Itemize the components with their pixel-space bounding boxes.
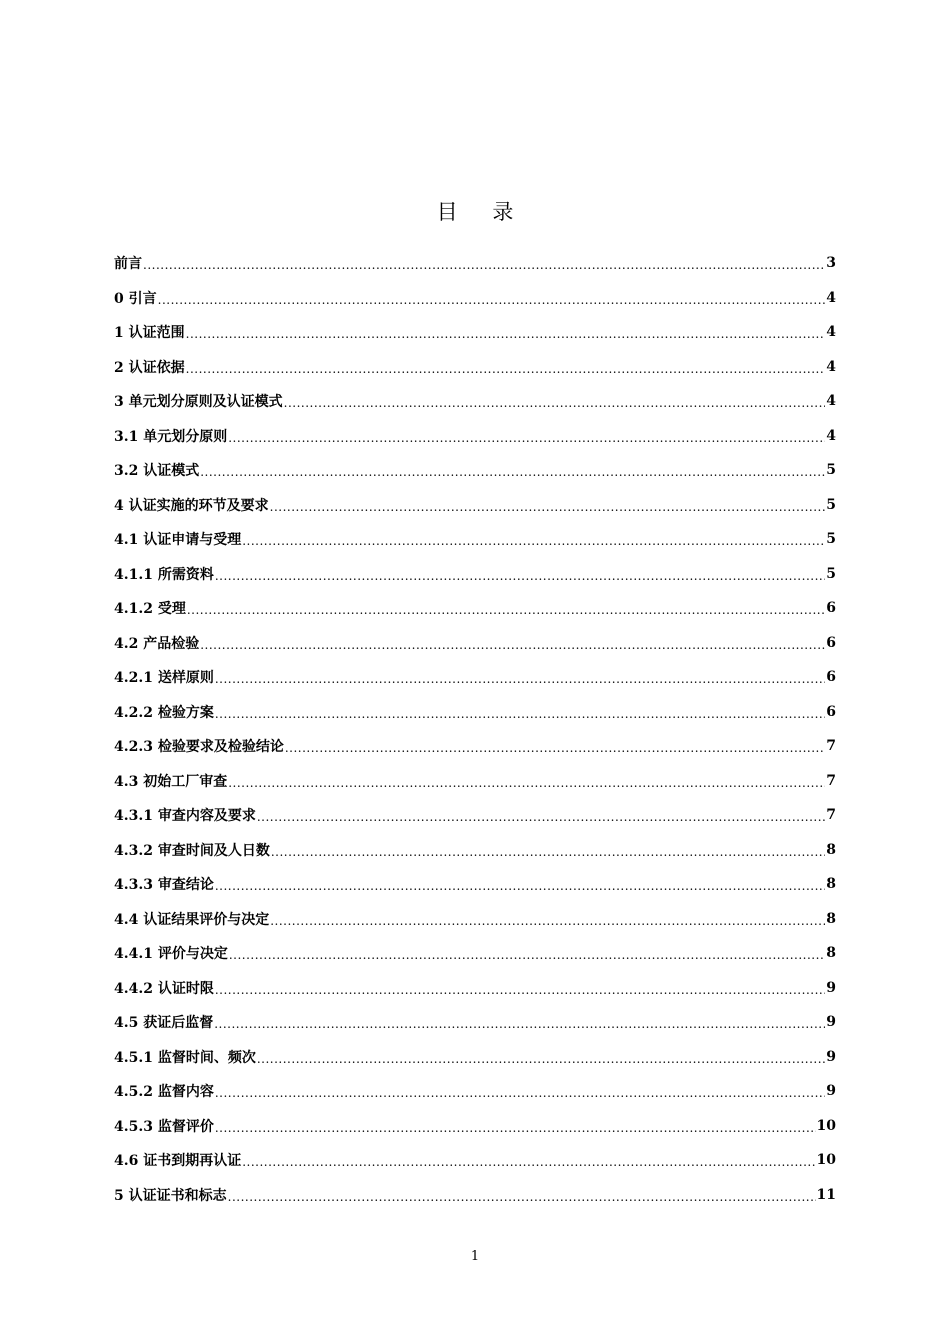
toc-entry-label: 3 单元划分原则及认证模式 — [114, 394, 283, 411]
toc-dot-leader — [215, 707, 825, 721]
toc-entry-label: 4.5.2 监督内容 — [114, 1084, 214, 1101]
toc-entry-label: 4.3.3 审查结论 — [114, 877, 214, 894]
toc-entry-label: 4.2 产品检验 — [114, 635, 200, 652]
toc-entry-page: 6 — [826, 600, 836, 617]
toc-entry[interactable] — [114, 315, 836, 350]
toc-entry-label: 前言 — [114, 256, 142, 273]
toc-dot-leader — [215, 1121, 816, 1135]
toc-entry[interactable] — [114, 798, 836, 833]
toc-entry[interactable] — [114, 419, 836, 454]
toc-dot-leader — [242, 1155, 815, 1169]
toc-entry[interactable] — [114, 557, 836, 592]
toc-entry-page: 4 — [826, 289, 836, 306]
toc-dot-leader — [257, 810, 825, 824]
toc-entry-label: 4.1.1 所需资料 — [114, 566, 214, 583]
toc-entry-page: 6 — [826, 634, 836, 651]
toc-dot-leader — [228, 776, 825, 790]
toc-entry[interactable] — [114, 350, 836, 385]
toc-list — [114, 246, 836, 1212]
toc-entry[interactable] — [114, 1178, 836, 1213]
toc-entry-label: 4.3 初始工厂审查 — [114, 773, 228, 790]
toc-entry[interactable] — [114, 902, 836, 937]
toc-entry-page: 9 — [826, 1014, 836, 1031]
toc-entry[interactable] — [114, 453, 836, 488]
toc-entry[interactable] — [114, 971, 836, 1006]
toc-entry-label: 4.5 获证后监督 — [114, 1015, 214, 1032]
toc-entry-page: 6 — [826, 669, 836, 686]
toc-entry-page: 4 — [826, 393, 836, 410]
toc-entry[interactable] — [114, 1005, 836, 1040]
toc-dot-leader — [186, 327, 826, 341]
toc-entry-label: 4.5.3 监督评价 — [114, 1118, 214, 1135]
toc-entry-page: 6 — [826, 703, 836, 720]
toc-entry-label: 4.2.2 检验方案 — [114, 704, 214, 721]
toc-entry-label: 4.4.2 认证时限 — [114, 980, 214, 997]
toc-entry[interactable] — [114, 1109, 836, 1144]
toc-entry-page: 4 — [826, 358, 836, 375]
toc-entry[interactable] — [114, 522, 836, 557]
toc-entry[interactable] — [114, 384, 836, 419]
toc-entry-label: 4 认证实施的环节及要求 — [114, 497, 269, 514]
toc-entry[interactable] — [114, 1040, 836, 1075]
toc-entry-label: 4.6 证书到期再认证 — [114, 1153, 242, 1170]
toc-entry-label: 3.2 认证模式 — [114, 463, 200, 480]
toc-entry-label: 4.5.1 监督时间、频次 — [114, 1049, 256, 1066]
toc-entry-label: 4.3.1 审查内容及要求 — [114, 808, 256, 825]
toc-entry-label: 4.1.2 受理 — [114, 601, 186, 618]
toc-entry-page: 3 — [826, 255, 836, 272]
toc-dot-leader — [270, 500, 826, 514]
toc-title: 目 录 — [436, 200, 528, 224]
toc-entry-page: 5 — [826, 496, 836, 513]
toc-entry-label: 4.2.3 检验要求及检验结论 — [114, 739, 284, 756]
toc-entry-label: 4.4.1 评价与决定 — [114, 946, 228, 963]
toc-dot-leader — [215, 1086, 825, 1100]
toc-entry-page: 8 — [826, 910, 836, 927]
toc-dot-leader — [271, 845, 825, 859]
toc-entry[interactable] — [114, 729, 836, 764]
page-number: 1 — [470, 1249, 480, 1264]
toc-dot-leader — [215, 879, 825, 893]
toc-entry-label: 4.3.2 审查时间及人日数 — [114, 842, 270, 859]
toc-entry-page: 10 — [816, 1152, 836, 1169]
toc-dot-leader — [284, 396, 826, 410]
toc-dot-leader — [270, 914, 825, 928]
toc-entry[interactable] — [114, 1074, 836, 1109]
toc-entry[interactable] — [114, 764, 836, 799]
toc-dot-leader — [187, 603, 825, 617]
toc-entry-page: 9 — [826, 979, 836, 996]
toc-entry[interactable] — [114, 626, 836, 661]
toc-dot-leader — [158, 293, 826, 307]
toc-entry-label: 4.4 认证结果评价与决定 — [114, 911, 270, 928]
toc-dot-leader — [200, 638, 825, 652]
toc-dot-leader — [257, 1052, 825, 1066]
toc-entry-label: 2 认证依据 — [114, 359, 185, 376]
toc-entry[interactable] — [114, 867, 836, 902]
toc-dot-leader — [215, 569, 825, 583]
toc-entry-page: 5 — [826, 462, 836, 479]
toc-dot-leader — [242, 534, 825, 548]
toc-dot-leader — [228, 1190, 816, 1204]
toc-entry[interactable] — [114, 246, 836, 281]
toc-entry-label: 0 引言 — [114, 290, 157, 307]
toc-entry-page: 5 — [826, 565, 836, 582]
toc-entry[interactable] — [114, 936, 836, 971]
toc-entry-page: 4 — [826, 427, 836, 444]
toc-entry-page: 7 — [826, 807, 836, 824]
toc-entry-page: 10 — [816, 1117, 836, 1134]
toc-entry-label: 4.2.1 送样原则 — [114, 670, 214, 687]
toc-entry[interactable] — [114, 591, 836, 626]
toc-entry[interactable] — [114, 1143, 836, 1178]
toc-entry-page: 8 — [826, 876, 836, 893]
toc-entry-page: 8 — [826, 841, 836, 858]
toc-dot-leader — [143, 258, 825, 272]
toc-dot-leader — [200, 465, 825, 479]
toc-entry-page: 4 — [826, 324, 836, 341]
toc-entry-label: 1 认证范围 — [114, 325, 185, 342]
toc-entry-label: 3.1 单元划分原则 — [114, 428, 228, 445]
toc-entry-page: 7 — [826, 738, 836, 755]
toc-dot-leader — [186, 362, 826, 376]
toc-dot-leader — [215, 983, 825, 997]
toc-dot-leader — [285, 741, 825, 755]
toc-entry[interactable] — [114, 695, 836, 730]
toc-entry[interactable] — [114, 833, 836, 868]
toc-entry[interactable] — [114, 660, 836, 695]
toc-entry-page: 8 — [826, 945, 836, 962]
toc-entry-label: 5 认证证书和标志 — [114, 1187, 227, 1204]
toc-dot-leader — [228, 431, 825, 445]
toc-entry-label: 4.1 认证申请与受理 — [114, 532, 242, 549]
toc-dot-leader — [229, 948, 825, 962]
toc-dot-leader — [214, 1017, 825, 1031]
toc-entry-page: 11 — [816, 1186, 836, 1203]
toc-entry-page: 9 — [826, 1083, 836, 1100]
toc-entry-page: 7 — [826, 772, 836, 789]
toc-dot-leader — [215, 672, 825, 686]
toc-entry-page: 5 — [826, 531, 836, 548]
toc-entry[interactable] — [114, 281, 836, 316]
toc-entry-page: 9 — [826, 1048, 836, 1065]
toc-entry[interactable] — [114, 488, 836, 523]
